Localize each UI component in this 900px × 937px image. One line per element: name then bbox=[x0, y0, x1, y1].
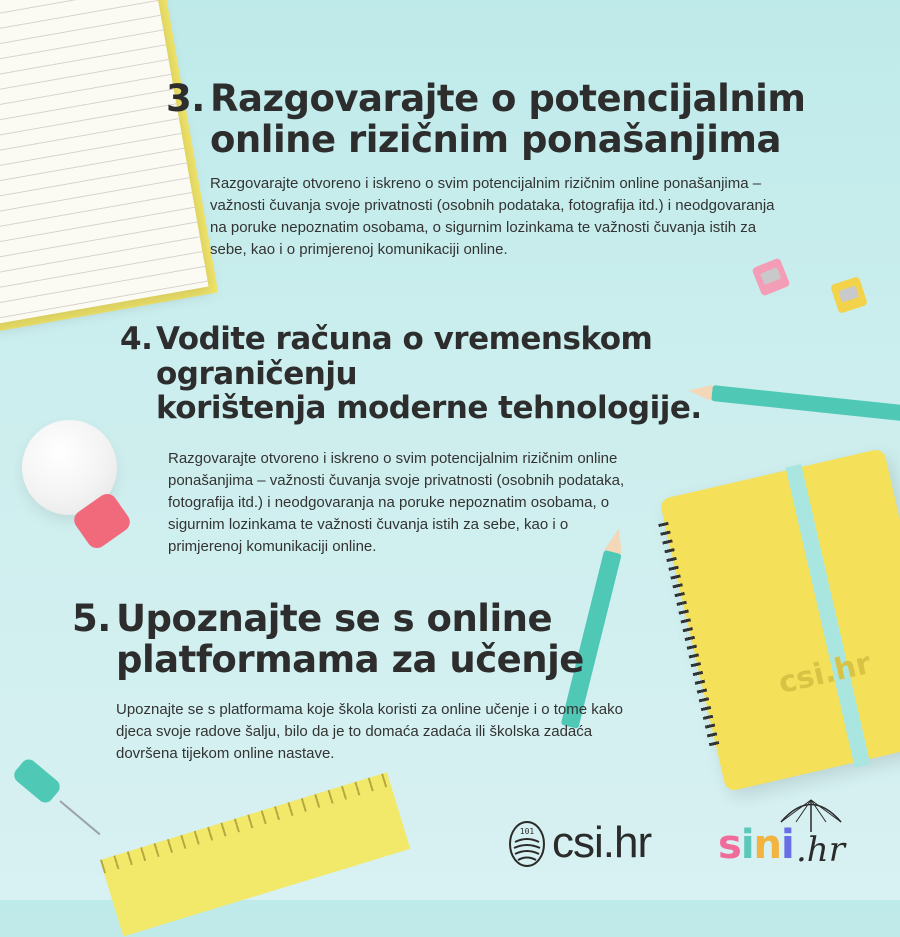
pushpin-needle bbox=[59, 800, 100, 835]
section-4-text-line: fotografija itd.) i neodgovaranja na poruke nepoznatim osobama, o bbox=[168, 494, 610, 512]
pencil-sharpener-pink bbox=[751, 257, 790, 296]
csi-logo-icon bbox=[508, 818, 546, 868]
section-4-text bbox=[168, 448, 840, 558]
section-3 bbox=[166, 78, 866, 261]
section-4-title bbox=[120, 322, 840, 426]
section-3-title bbox=[166, 78, 866, 161]
csi-logo-text: csi.hr bbox=[552, 818, 652, 867]
pencil-sharpener-yellow bbox=[830, 276, 868, 314]
section-3-text-line: na poruke nepoznatim osobama, o sigurnim lozinkama te važnosti čuvanja istih za bbox=[210, 218, 757, 236]
section-5-text-line: djeca svoje radove šalju, bilo da je to domaća zadaća ili školska zadaća bbox=[116, 722, 593, 740]
section-5-number: 5. bbox=[72, 597, 111, 640]
section-3-title-line1: Razgovarajte o potencijalnim bbox=[210, 77, 806, 120]
notebook-label: csi.hr bbox=[775, 645, 875, 702]
section-5-title-line2: platformama za učenje bbox=[116, 638, 584, 682]
section-3-text-line: sebe, kao i o primjerenoj komunikaciji online. bbox=[210, 240, 508, 258]
sini-letter: i bbox=[781, 822, 794, 868]
section-4-title-line1: Vodite računa o vremenskom ograničenju bbox=[156, 321, 653, 392]
section-4-text-line: sigurnim lozinkama te važnosti čuvanja istih za sebe, kao i o bbox=[168, 516, 569, 534]
section-4-number: 4. bbox=[120, 321, 153, 357]
section-4 bbox=[120, 322, 840, 558]
section-5-text-line: dovršena tijekom online nastave. bbox=[116, 744, 335, 762]
section-5-title bbox=[72, 598, 692, 681]
section-4-text-line: primjerenoj komunikaciji online. bbox=[168, 538, 377, 556]
sini-letter: i bbox=[740, 822, 754, 868]
section-3-title-line2: online rizičnim ponašanjima bbox=[210, 118, 781, 162]
pushpin-icon bbox=[11, 756, 63, 805]
ruler-decoration bbox=[100, 772, 410, 936]
sini-letter: n bbox=[753, 822, 782, 868]
section-4-text-line: ponašanjima – važnosti čuvanja svoje privatnosti (osobnih podataka, bbox=[168, 472, 625, 490]
section-4-text-line: Razgovarajte otvoreno i iskreno o svim potencijalnim rizičnim online bbox=[168, 450, 618, 468]
csi-logo-digits: 101 bbox=[519, 827, 535, 836]
section-5-text-line: Upoznajte se s platformama koje škola koristi za online učenje i o tome kako bbox=[116, 700, 623, 718]
section-3-text-line: važnosti čuvanja svoje privatnosti (osobnih podataka, fotografija itd.) i neodgovaranja bbox=[210, 196, 775, 214]
section-5-text bbox=[116, 699, 692, 765]
section-4-title-line2: korištenja moderne tehnologije. bbox=[156, 390, 702, 427]
sini-logo bbox=[718, 822, 794, 868]
section-3-number: 3. bbox=[166, 77, 205, 120]
sini-letter: s bbox=[718, 822, 741, 868]
section-5-title-line1: Upoznajte se s online bbox=[116, 597, 553, 640]
sini-logo-suffix: .hr bbox=[796, 830, 845, 870]
section-3-text-line: Razgovarajte otvoreno i iskreno o svim potencijalnim rizičnim online ponašanjima – bbox=[210, 174, 762, 192]
section-3-text bbox=[210, 173, 866, 261]
section-5 bbox=[72, 598, 692, 765]
